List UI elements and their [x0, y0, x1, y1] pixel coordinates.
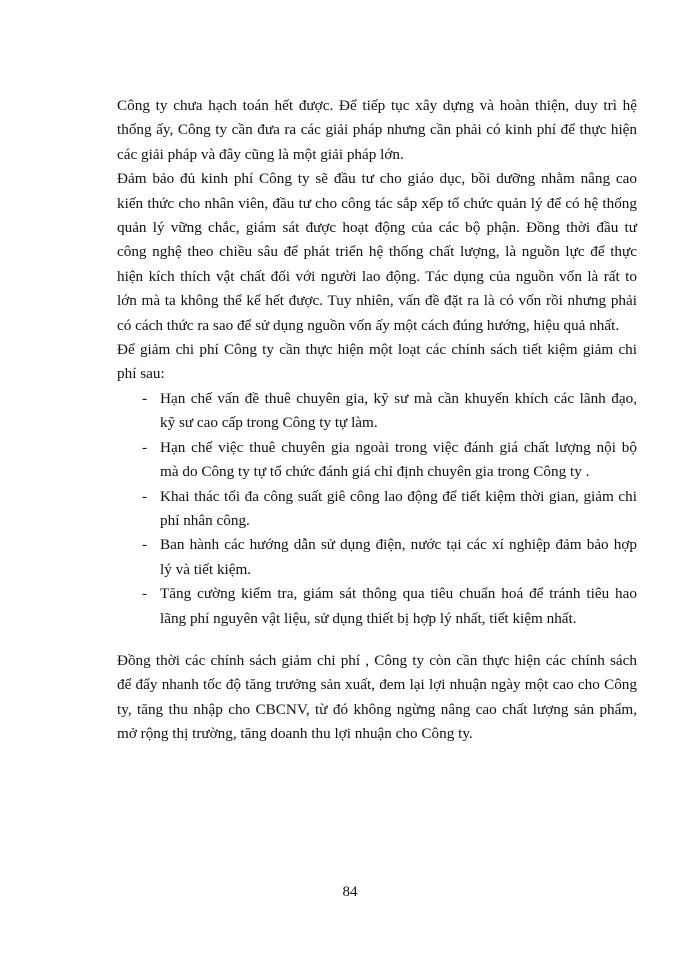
text-line: công nghệ theo chiều sâu để phát triển hệ thống chất lượng, là nguồn lực để thực — [117, 243, 637, 261]
text-line: Ban hành các hướng dẫn sử dụng điện, nước tại các xí nghiệp đảm bảo hợp — [160, 536, 637, 554]
bullet-item — [117, 533, 637, 582]
paragraph-1 — [117, 94, 637, 167]
bullet-item — [117, 387, 637, 436]
paragraph-2 — [117, 167, 637, 338]
text-line: Để giảm chi phí Công ty cần thực hiện một loạt các chính sách tiết kiệm giảm chi — [117, 341, 637, 359]
text-line: để đẩy nhanh tốc độ tăng trưởng sản xuất, đem lại lợi nhuận ngày một cao cho Công — [117, 676, 637, 694]
text-line: thống ấy, Công ty cần đưa ra các giải pháp nhưng cần phải có kinh phí để thực hiện — [117, 121, 637, 139]
text-line: Đảm bảo đủ kinh phí Công ty sẽ đầu tư cho giáo dục, bồi dưỡng nhằm nâng cao — [117, 170, 637, 188]
dash-marker: - — [142, 536, 148, 554]
text-line: lớn mà ta không thể kể hết được. Tuy nhiên, vấn đề đặt ra là có vốn rồi nhưng phải — [117, 292, 637, 310]
text-line: ty, tăng thu nhập cho CBCNV, từ đó không ngừng nâng cao chất lượng sản phẩm, — [117, 700, 637, 718]
text-line: kiến thức cho nhân viên, đầu tư cho công tác sắp xếp tổ chức quản lý để có hệ thống — [117, 194, 637, 212]
text-line: mở rộng thị trường, tăng doanh thu lợi nhuận cho Công ty. — [117, 725, 473, 743]
dash-marker: - — [142, 487, 148, 505]
text-line: lãng phí nguyên vật liệu, sử dụng thiết bị hợp lý nhất, tiết kiệm nhất. — [160, 609, 577, 627]
text-line: mà do Công ty tự tổ chức đánh giá chỉ định chuyên gia trong Công ty . — [160, 463, 590, 481]
text-line: Khai thác tối đa công suất giê công lao động để tiết kiệm thời gian, giảm chi — [160, 487, 637, 505]
text-line: Tăng cường kiểm tra, giám sát thông qua tiêu chuẩn hoá để tránh tiêu hao — [160, 585, 637, 603]
bullet-item — [117, 485, 637, 534]
dash-marker: - — [142, 438, 148, 456]
dash-marker: - — [142, 585, 148, 603]
page-content — [117, 94, 637, 747]
text-line: các giải pháp và đây cũng là một giải pháp lớn. — [117, 145, 404, 163]
bullet-item — [117, 436, 637, 485]
text-line: hiện kích thích vật chất đối với người lao động. Tác dụng của nguồn vốn là rất to — [117, 267, 637, 285]
bullet-list — [117, 387, 637, 631]
closing-paragraph — [117, 649, 637, 747]
text-line: lý và tiết kiệm. — [160, 560, 252, 578]
text-line: Hạn chế vấn đề thuê chuyên gia, kỹ sư mà cần khuyến khích các lãnh đạo, — [160, 389, 637, 407]
paragraph-spacer — [117, 631, 637, 649]
bullet-item — [117, 582, 637, 631]
text-line: Đồng thời các chính sách giảm chi phí , Công ty còn cần thực hiện các chính sách — [117, 651, 637, 669]
text-line: có cách thức ra sao để sử dụng nguồn vốn ấy một cách đúng hướng, hiệu quả nhất. — [117, 316, 620, 334]
text-line: kỹ sư cao cấp trong Công ty tự làm. — [160, 414, 378, 432]
paragraph-3 — [117, 338, 637, 387]
text-line: phí nhân công. — [160, 511, 250, 529]
text-line: Công ty chưa hạch toán hết được. Để tiếp tục xây dựng và hoàn thiện, duy trì hệ — [117, 97, 637, 114]
text-line: quản lý vững chắc, giám sát được hoạt động của các bộ phận. Đồng thời đầu tư — [117, 219, 637, 237]
text-line: phí sau: — [117, 365, 165, 383]
page-number: 84 — [342, 884, 358, 900]
dash-marker: - — [142, 389, 148, 407]
text-line: Hạn chế việc thuê chuyên gia ngoài trong việc đánh giá chất lượng nội bộ — [160, 438, 637, 456]
